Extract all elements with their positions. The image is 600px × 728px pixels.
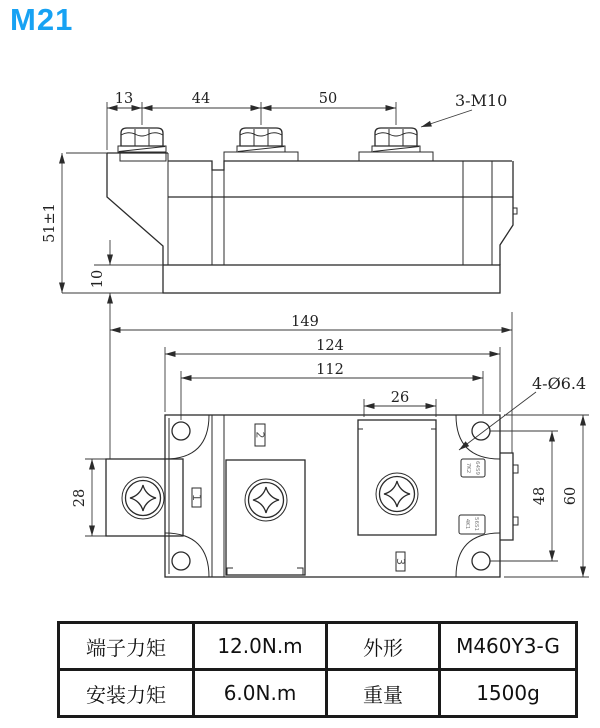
phillips-screw	[130, 485, 156, 511]
spec-label: 安装力矩	[59, 670, 194, 717]
dim-base: 10	[90, 269, 106, 289]
terminal-block-3	[358, 420, 436, 535]
spec-value: 1500g	[440, 670, 577, 717]
housing-seam	[212, 415, 224, 577]
svg-text:2: 2	[253, 431, 267, 439]
marking-tab	[459, 515, 485, 534]
spec-label: 外形	[327, 623, 440, 670]
spec-value: 12.0N.m	[194, 623, 327, 670]
page-title: M21	[10, 2, 74, 37]
side-view	[107, 128, 517, 293]
spec-value: 6.0N.m	[194, 670, 327, 717]
spec-label: 重量	[327, 670, 440, 717]
spec-value: M460Y3-G	[440, 623, 577, 670]
marking-tab	[461, 459, 485, 477]
thread-callout: 3-M10	[455, 91, 508, 110]
module-body	[165, 415, 500, 577]
spec-table	[57, 621, 578, 718]
dim-149: 149	[291, 314, 319, 330]
right-edge-bump	[500, 453, 513, 540]
table-row	[59, 623, 577, 670]
top-view	[106, 415, 518, 577]
side-view-dimensions	[42, 91, 507, 326]
dim-26: 26	[390, 390, 410, 406]
terminal-pad	[359, 152, 433, 161]
clip-nub	[513, 517, 518, 525]
terminal-tag-1	[190, 488, 203, 507]
dim-44: 44	[191, 91, 211, 107]
table-row	[59, 670, 577, 717]
svg-text:4K1: 4K1	[464, 518, 470, 530]
svg-text:3: 3	[394, 558, 407, 565]
hex-bolt	[118, 128, 166, 152]
terminal-pad	[224, 152, 298, 161]
hex-bolt	[237, 128, 285, 152]
mounting-hole	[172, 552, 190, 570]
svg-text:7K2: 7K2	[465, 462, 471, 474]
phillips-screw	[384, 481, 410, 507]
side-right-chamfer	[500, 161, 513, 265]
terminal-block-2	[226, 460, 305, 575]
dim-13: 13	[114, 91, 134, 107]
mounting-hole	[472, 552, 490, 570]
dim-60: 60	[563, 486, 579, 506]
corner-boss	[456, 533, 500, 577]
hex-bolt	[372, 128, 420, 152]
dim-124: 124	[316, 338, 344, 354]
mounting-hole	[472, 422, 490, 440]
dim-height: 51±1	[42, 203, 58, 243]
top-view-dimensions	[72, 312, 589, 577]
svg-text:64S9: 64S9	[474, 461, 480, 475]
terminal-tag-2	[254, 424, 267, 446]
mounting-hole	[172, 422, 190, 440]
dim-28: 28	[72, 488, 88, 508]
baseplate	[163, 265, 500, 293]
svg-text:1: 1	[190, 494, 203, 501]
dim-112: 112	[316, 362, 344, 378]
hole-callout: 4-Ø6.4	[532, 374, 587, 393]
clip-nub	[513, 465, 518, 473]
terminal-block-1	[106, 459, 183, 536]
svg-text:56S1: 56S1	[473, 517, 479, 531]
dim-50: 50	[318, 91, 338, 107]
terminal-tag-3	[394, 552, 407, 571]
corner-boss	[456, 415, 500, 459]
phillips-screw	[253, 487, 279, 513]
dim-48: 48	[532, 486, 548, 506]
spec-label: 端子力矩	[59, 623, 194, 670]
side-left-chamfer	[107, 153, 163, 265]
